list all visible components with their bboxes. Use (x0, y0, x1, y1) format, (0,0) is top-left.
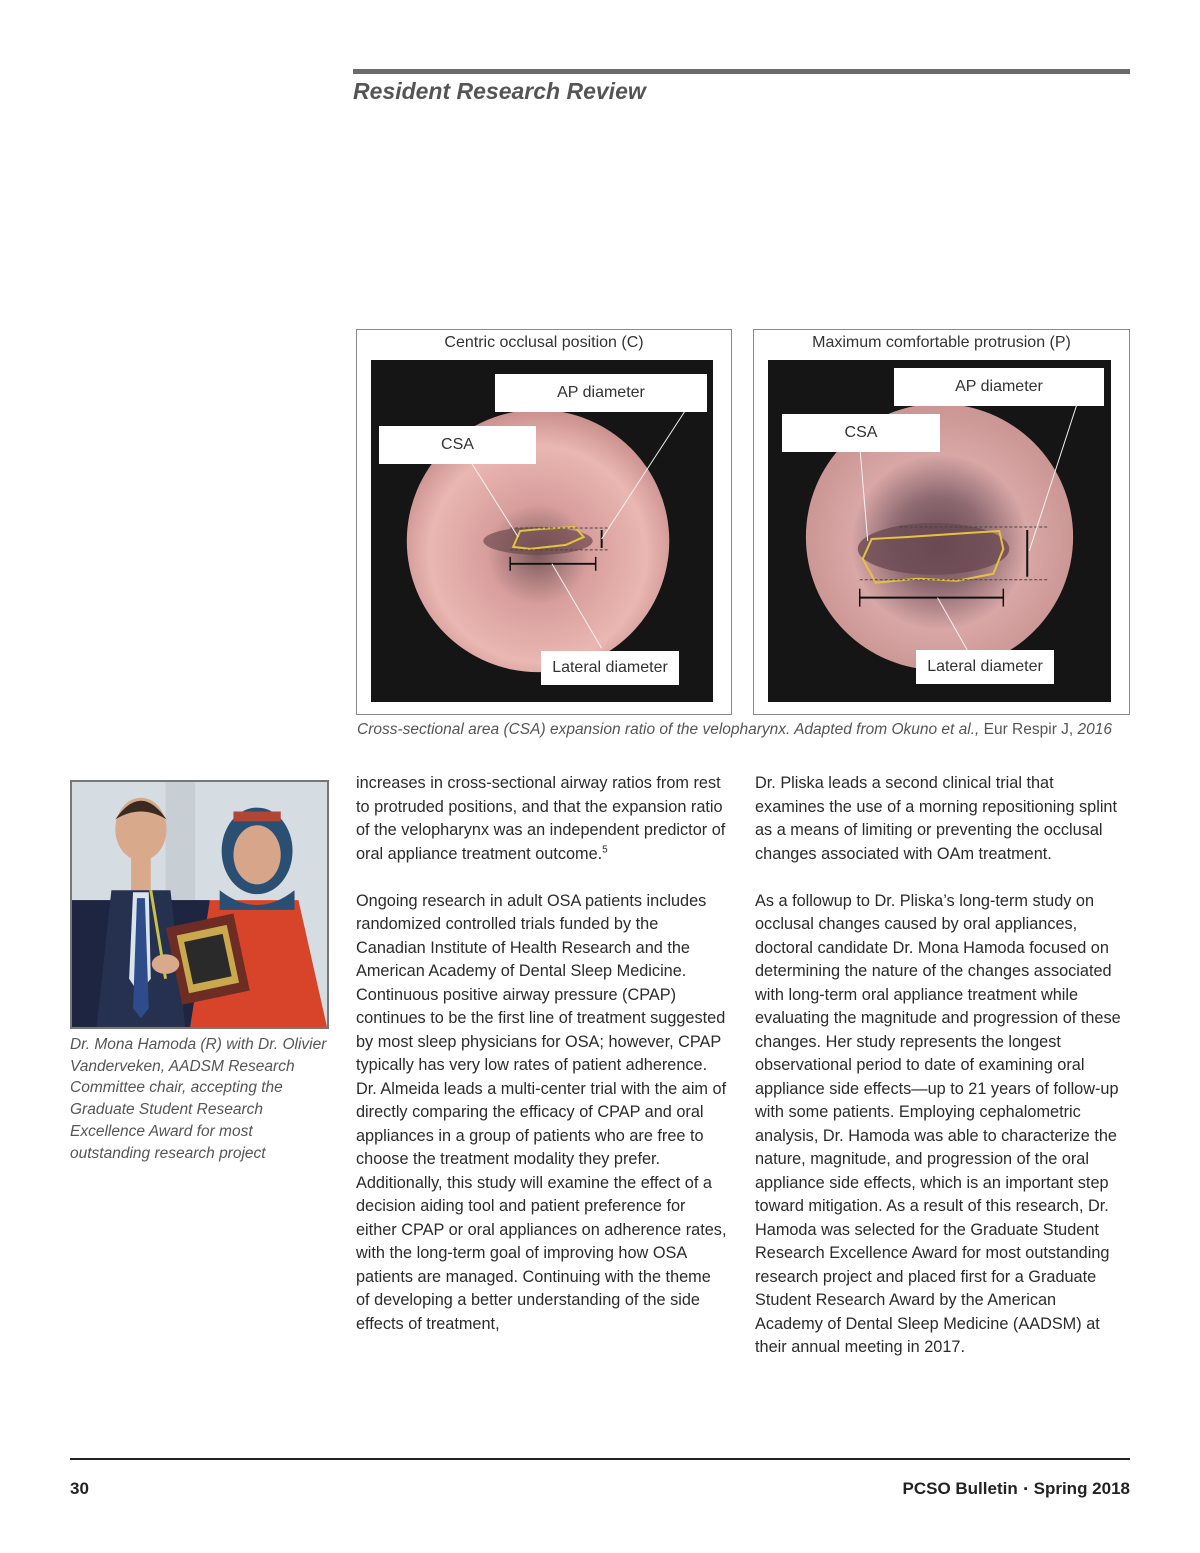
photo-caption: Dr. Mona Hamoda (R) with Dr. Olivier Vanderveken, AADSM Research Committee chair, accepting the Graduate Student Research Excellence Award for most outstanding research project (70, 1036, 327, 1162)
endoscopy-image-centric (371, 360, 713, 702)
caption-journal: Eur Respir J, (979, 721, 1074, 738)
paragraph: Ongoing research in adult OSA patients includes randomized controlled trials funded by the Canadian Institute of Health Research and the American Academy of Dental Sleep Medicine. Continuous positive airway pressure (CPAP) continues to be the first line of treatment suggested by most sleep physicians for OSA; however, CPAP typically has very low rates of patient adherence. Dr. Almeida leads a multi-center trial with the aim of directly comparing the efficacy of CPAP and oral appliances in a group of patients who are free to choose the treatment modality they prefer. Additionally, this study will examine the effect of a decision aiding tool and patient preference for either CPAP or oral appliances on adherence rates, with the long-term goal of improving how OSA patients are managed. Continuing with the theme of developing a better understanding of the side effects of treatment, (356, 891, 727, 1333)
paragraph: As a followup to Dr. Pliska’s long-term study on occlusal changes caused by oral appliances, doctoral candidate Dr. Mona Hamoda focused on determining the nature of the changes associated with long-term oral appliance treatment while evaluating the magnitude and progression of these changes. Her study represents the longest observational period to date of examining oral appliance side effects—up to 21 years of follow-up with some patients. Employing cephalometric analysis, Dr. Hamoda was able to characterize the nature, magnitude, and progression of the oral appliance side effects, which is an important step toward mitigation. As a result of this research, Dr. Hamoda was selected for the Graduate Student Research Excellence Award for most outstanding research project and placed first for a Graduate Student Research Award by the American Academy of Dental Sleep Medicine (AADSM) at their annual meeting in 2017. (755, 891, 1121, 1356)
publication-name: PCSO Bulletin (902, 1479, 1018, 1498)
award-photo (70, 780, 329, 1029)
lateral-diameter-label-protrusion: Lateral diameter (916, 650, 1054, 684)
header-rule (353, 69, 1130, 74)
publication-footer (902, 1479, 1130, 1499)
csa-label-centric: CSA (379, 426, 536, 464)
csa-label-protrusion: CSA (782, 414, 940, 452)
lateral-diameter-label-centric: Lateral diameter (541, 651, 679, 685)
section-title: Resident Research Review (353, 78, 646, 104)
endoscopy-image-protrusion (768, 360, 1111, 702)
footer-separator: ▪ (1023, 1483, 1028, 1495)
figure-panel-protrusion (753, 329, 1130, 715)
figure-caption (357, 721, 1137, 739)
panel-title-centric: Centric occlusal position (C) (444, 334, 644, 351)
body-column-2 (755, 772, 1127, 1383)
footnote-reference: 5 (602, 844, 608, 856)
figure-panel-centric (356, 329, 732, 715)
ap-diameter-label-protrusion: AP diameter (894, 368, 1104, 406)
caption-text: Cross-sectional area (CSA) expansion ratio of the velopharynx. Adapted from Okuno et al., (357, 721, 980, 738)
caption-year: 2016 (1073, 721, 1113, 738)
ap-diameter-label-centric: AP diameter (495, 374, 707, 412)
paragraph (356, 772, 728, 866)
page-number: 30 (70, 1479, 89, 1498)
body-column-1 (356, 772, 728, 1360)
paragraph-text: increases in cross-sectional airway ratios from rest to protruded positions, and that the expansion ratio of the velopharynx was an independent predictor of oral appliance treatment outcome. (356, 774, 726, 863)
panel-title-protrusion: Maximum comfortable protrusion (P) (812, 334, 1071, 351)
paragraph: Dr. Pliska leads a second clinical trial that examines the use of a morning repositioning splint as a means of limiting or preventing the occlusal changes associated with OAm treatment. (755, 774, 1118, 863)
issue-date: Spring 2018 (1033, 1479, 1130, 1498)
footer-rule (70, 1458, 1130, 1460)
